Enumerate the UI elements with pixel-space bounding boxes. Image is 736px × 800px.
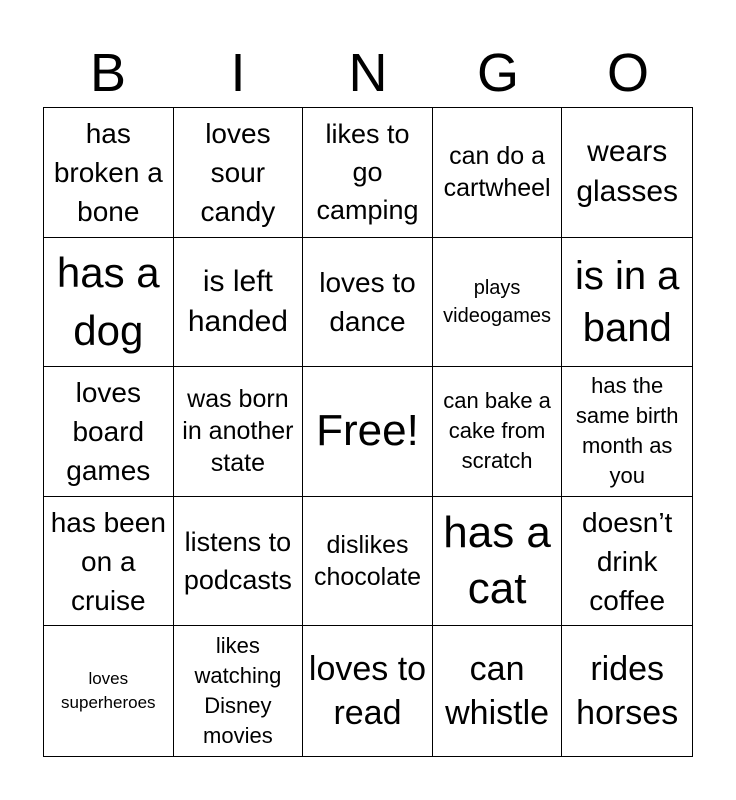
bingo-cell-text: likes to go camping [316,119,419,226]
bingo-cell[interactable] [433,238,563,368]
bingo-cell[interactable] [44,497,174,627]
bingo-cell[interactable] [303,626,433,756]
bingo-cell-text: can do a cartwheel [443,142,551,203]
header-letter-b: B [89,43,127,103]
bingo-cell[interactable] [562,108,692,238]
header-letter-i: I [230,43,246,103]
bingo-cell[interactable] [433,626,563,756]
bingo-cell-text: plays videogames [443,276,552,327]
bingo-cell-text: is in a band [574,253,680,350]
bingo-board [43,107,693,757]
bingo-cell[interactable] [44,108,174,238]
bingo-cell[interactable] [174,108,304,238]
bingo-cell[interactable] [174,626,304,756]
bingo-cell[interactable] [44,367,174,497]
bingo-cell-text: loves sour candy [200,117,276,227]
bingo-cell-text: has broken a bone [53,117,163,227]
bingo-cell-text: listens to podcasts [183,527,292,596]
header-letter-g: G [476,43,519,103]
bingo-cell-text: loves superheroes [61,669,156,713]
bingo-header [43,40,693,106]
header-letter-n: N [348,43,388,103]
bingo-cell-text: rides horses [576,650,679,733]
bingo-cell-text: can whistle [445,650,550,733]
bingo-cell-text: has been on a cruise [50,506,166,616]
bingo-cell[interactable] [433,497,563,627]
bingo-cell-text: doesn’t drink coffee [582,506,673,616]
bingo-cell-text: Free! [316,406,419,456]
bingo-cell-text: loves board games [66,376,151,486]
bingo-cell-text: is left handed [187,264,288,338]
bingo-cell[interactable] [562,238,692,368]
bingo-cell[interactable] [174,238,304,368]
bingo-cell[interactable] [562,497,692,627]
bingo-cell-text: can bake a cake from scratch [443,388,551,474]
bingo-cell[interactable] [562,367,692,497]
bingo-cell-text: loves to dance [319,266,416,337]
bingo-cell[interactable] [303,238,433,368]
bingo-cell[interactable] [174,497,304,627]
bingo-cell[interactable] [433,108,563,238]
bingo-cell-text: wears glasses [576,135,679,209]
bingo-cell[interactable] [433,367,563,497]
free-space-cell[interactable] [303,367,433,497]
bingo-cell[interactable] [303,108,433,238]
bingo-cell[interactable] [303,497,433,627]
bingo-cell-text: dislikes chocolate [313,531,421,592]
bingo-cell-text: was born in another state [182,385,294,478]
bingo-cell-text: has a cat [443,508,551,614]
bingo-cell[interactable] [44,238,174,368]
bingo-cell[interactable] [562,626,692,756]
bingo-cell[interactable] [44,626,174,756]
bingo-cell-text: loves to read [308,650,427,733]
bingo-cell-text: likes watching Disney movies [194,633,282,749]
header-letter-o: O [606,43,649,103]
bingo-cell[interactable] [174,367,304,497]
bingo-cell-text: has a dog [56,248,160,354]
bingo-cell-text: has the same birth month as you [575,373,679,489]
